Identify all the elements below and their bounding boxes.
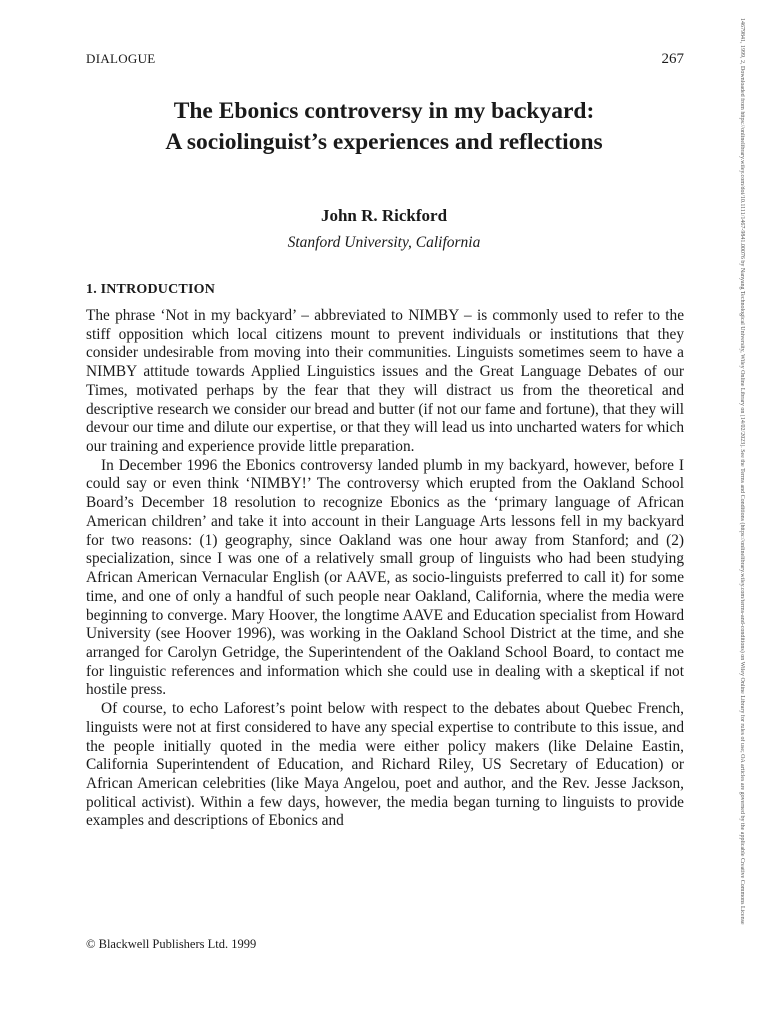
journal-name: DIALOGUE (86, 51, 156, 66)
author-name: John R. Rickford (320, 206, 448, 225)
article-body (86, 307, 684, 831)
title-line-2: A sociolinguist’s experiences and reflections (165, 129, 603, 155)
body-paragraph: In December 1996 the Ebonics controversy landed plumb in my backyard, however, before I could say or even think ‘NIMBY!’ The controversy which erupted from the Oakland School Board’s December 18 resolution to recognize Ebonics as the ‘primary language of African American children’ and take it into account in their Language Arts lessons fell in my backyard for two reasons: (1) geography, since Oakland was one hour away from Stanford; and (2) specialization, since I was one of a relatively small group of linguists who had been studying African American Vernacular English (or AAVE, as socio-linguists preferred to call it) for some time, and one of only a handful of such people near Oakland, California, where the media were beginning to converge. Mary Hoover, the longtime AAVE and Education specialist from Howard University (see Hoover 1996), was working in the Oakland School District at the time, and she arranged for Carolyn Getridge, the Superintendent of the Oakland School Board, to contact me for linguistic references and information which she could use in dealing with a skeptical if not hostile press. (86, 456, 684, 699)
body-paragraph: The phrase ‘Not in my backyard’ – abbreviated to NIMBY – is commonly used to refer to the stiff opposition which local citizens mount to prevent individuals or institutions that they consider undesirable from moving into their communities. Linguists sometimes seem to have a NIMBY attitude towards Applied Linguistics issues and the Great Language Debates of our Times, motivated perhaps by the fear that they will distract us from the theoretical and descriptive research we consider our bread and butter (if not our fame and fortune), that they will devour our time and dilute our expertise, or that they will lead us into uncharted waters for which our training and experience provide little preparation. (86, 307, 684, 456)
title-line-1: The Ebonics controversy in my backyard: (173, 98, 595, 124)
section-heading: 1. INTRODUCTION (86, 282, 216, 297)
copyright-notice: © Blackwell Publishers Ltd. 1999 (86, 937, 257, 951)
author-affiliation: Stanford University, California (287, 234, 481, 251)
download-side-note: 14679841, 1999, 2, Downloaded from https://onlinelibrary.wiley.com/doi/10.1111/1467-9841.00076 by Nanyang Technological University, Wiley Online Library on [14/02/2023]. See the Terms and Conditions (https://onlinelibrary.wiley.com/terms-and-conditions) on Wiley Online Library for rules of use; OA articles are governed by the applicable Creative Commons License (739, 18, 745, 925)
page-number: 267 (661, 51, 684, 67)
running-header (86, 51, 684, 68)
body-paragraph: Of course, to echo Laforest’s point below with respect to the debates about Quebec French, linguists were not at first considered to have any special expertise to contribute to this issue, and the people initially quoted in the media were either policy makers (like Delaine Eastin, California Superintendent of Education, and Richard Riley, US Secretary of Education) or African American celebrities (like Maya Angelou, poet and author, and the Rev. Jesse Jackson, political activist). Within a few days, however, the media began turning to linguists to provide examples and descriptions of Ebonics and (86, 700, 684, 830)
article-title (60, 96, 708, 158)
